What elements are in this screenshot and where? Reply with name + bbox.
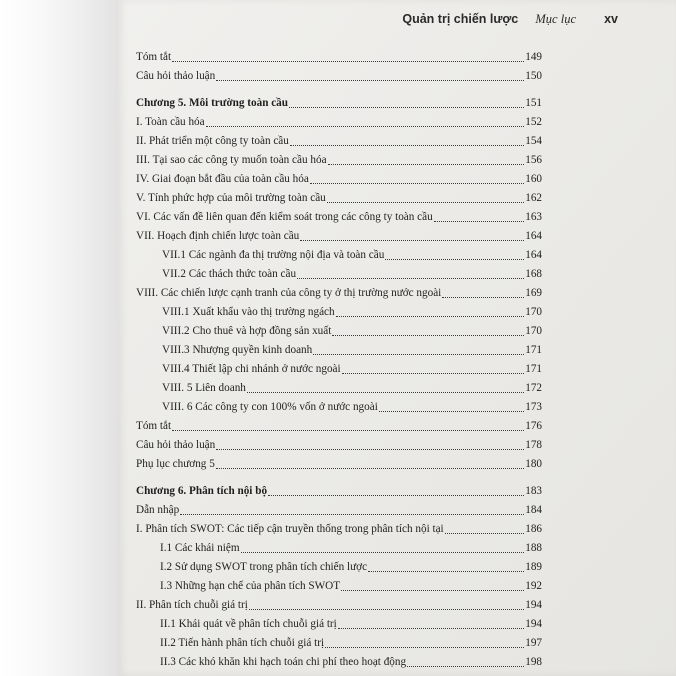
- toc-subentry: VIII. 5 Liên doanh 172: [162, 382, 542, 394]
- toc-subentry: VII.1 Các ngành đa thị trường nội địa và toàn cầu 164: [162, 249, 542, 261]
- toc-entry: Tóm tắt 176: [136, 420, 542, 432]
- toc-entry: VIII. Các chiến lược cạnh tranh của công ty ở thị trường nước ngoài 169: [136, 287, 542, 299]
- toc-subentry: VIII.4 Thiết lập chi nhánh ở nước ngoài 171: [162, 363, 542, 375]
- toc-subentry: VIII.3 Nhượng quyền kinh doanh 171: [162, 344, 542, 356]
- toc-subentry: II.3 Các khó khăn khi hạch toán chi phí theo hoạt động 198: [160, 656, 542, 668]
- toc-entry: VII. Hoạch định chiến lược toàn cầu 164: [136, 230, 542, 242]
- toc-entry: Tóm tắt 149: [136, 51, 542, 63]
- section-label: Mục lục: [535, 12, 576, 26]
- toc-subentry: I.2 Sử dụng SWOT trong phân tích chiến lược 189: [160, 561, 542, 573]
- toc-entry: Câu hỏi thảo luận 150: [136, 70, 542, 82]
- toc-chapter-heading: Chương 6. Phân tích nội bộ 183: [136, 485, 542, 497]
- toc-subentry: I.1 Các khái niệm 188: [160, 542, 542, 554]
- toc-entry: II. Phát triển một công ty toàn cầu 154: [136, 135, 542, 147]
- header-page-number: xv: [604, 12, 618, 26]
- toc-subentry: VIII. 6 Các công ty con 100% vốn ở nước ngoài 173: [162, 401, 542, 413]
- toc-entry: I. Phân tích SWOT: Các tiếp cận truyền thống trong phân tích nội tại 186: [136, 523, 542, 535]
- toc-entry: III. Tại sao các công ty muốn toàn cầu hóa 156: [136, 154, 542, 166]
- toc-entry: V. Tính phức hợp của môi trường toàn cầu 162: [136, 192, 542, 204]
- toc-chapter-heading: Chương 5. Môi trường toàn cầu 151: [136, 97, 542, 109]
- toc-subentry: VII.2 Các thách thức toàn cầu 168: [162, 268, 542, 280]
- toc-subentry: VIII.2 Cho thuê và hợp đồng sản xuất 170: [162, 325, 542, 337]
- toc-subentry: I.3 Những hạn chế của phân tích SWOT 192: [160, 580, 542, 592]
- toc-entry: Dẫn nhập 184: [136, 504, 542, 516]
- toc-entry: IV. Giai đoạn bắt đầu của toàn cầu hóa 160: [136, 173, 542, 185]
- toc-subentry: II.1 Khái quát về phân tích chuỗi giá trị 194: [160, 618, 542, 630]
- toc-subentry: VIII.1 Xuất khẩu vào thị trường ngách 170: [162, 306, 542, 318]
- book-title: Quản trị chiến lược: [402, 12, 519, 26]
- page-margin-left: [0, 0, 118, 676]
- toc-subentry: II.2 Tiến hành phân tích chuỗi giá trị 197: [160, 637, 542, 649]
- toc-entry: Phụ lục chương 5 180: [136, 458, 542, 470]
- toc-entry: II. Phân tích chuỗi giá trị 194: [136, 599, 542, 611]
- toc-entry: Câu hỏi thảo luận 178: [136, 439, 542, 451]
- toc-entry: VI. Các vấn đề liên quan đến kiểm soát trong các công ty toàn cầu 163: [136, 211, 542, 223]
- table-of-contents: [136, 48, 542, 672]
- running-header: [402, 12, 618, 27]
- toc-entry: I. Toàn cầu hóa 152: [136, 116, 542, 128]
